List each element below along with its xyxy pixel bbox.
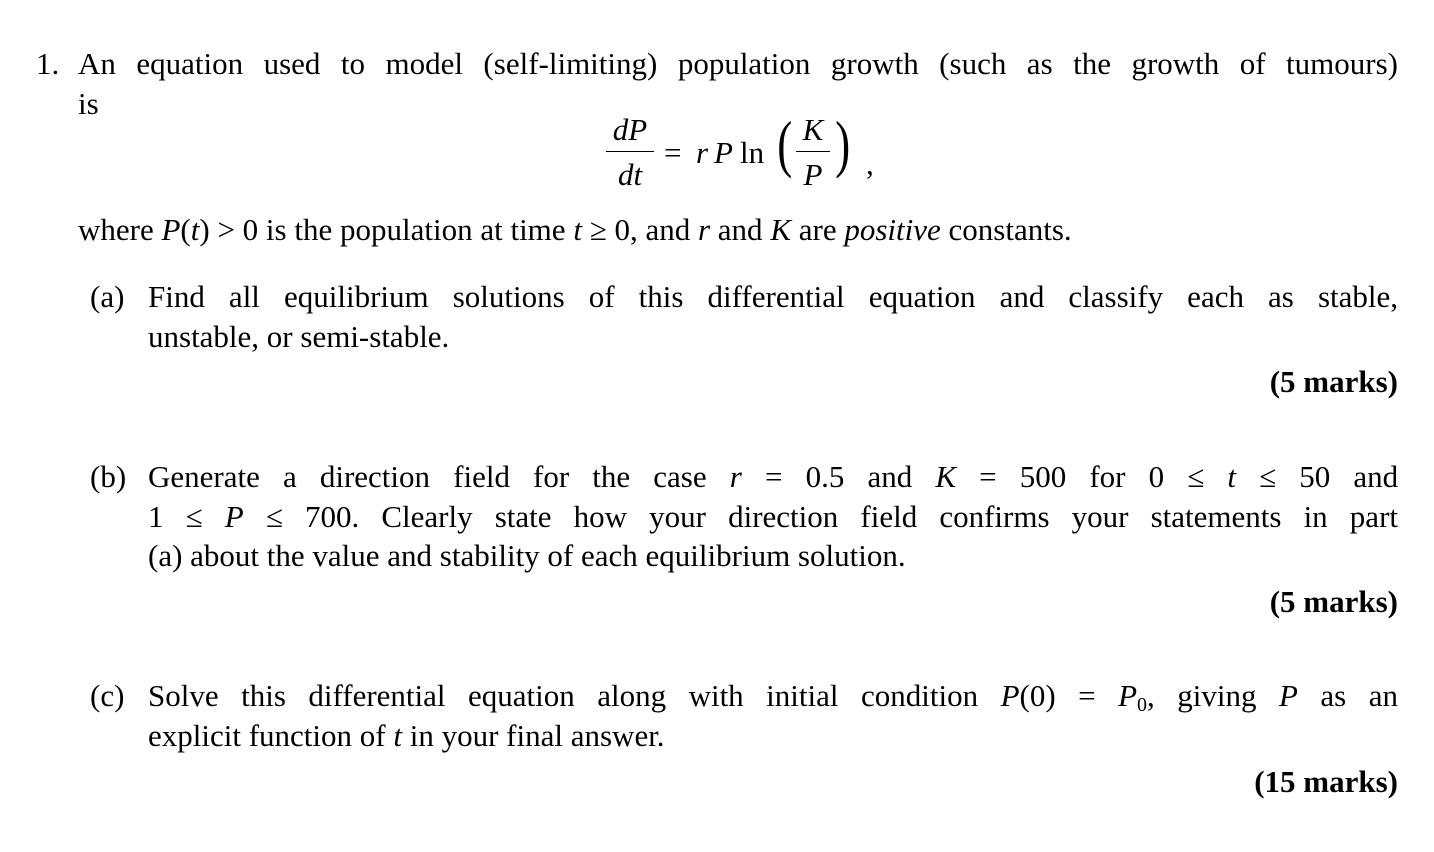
fraction-bar	[606, 151, 654, 152]
part-b-label: (b)	[90, 459, 127, 494]
ratio-bar	[796, 151, 830, 152]
part-a-line-2: unstable, or semi-stable.	[148, 319, 450, 354]
part-b-line-1: Generate a direction field for the case r = 0.5 and K = 500 for 0 ≤ t ≤ 50 and	[148, 459, 1399, 494]
ratio-fraction	[796, 114, 830, 190]
positive-emphasis: positive	[844, 212, 941, 247]
left-paren: (	[777, 108, 793, 179]
derivative-denominator: dt	[617, 157, 643, 192]
where-statement: where P(t) > 0 is the population at time t ≥ 0, and r and K are positive constants.	[78, 212, 1072, 247]
population-p: P	[714, 135, 733, 170]
right-paren: )	[835, 108, 851, 179]
ratio-numerator: K	[802, 112, 824, 147]
part-b-line-2: 1 ≤ P ≤ 700. Clearly state how your direction field confirms your statements in part	[148, 499, 1399, 534]
part-a-line-1: Find all equilibrium solutions of this differential equation and classify each as stable,	[148, 279, 1398, 314]
part-a-marks: (5 marks)	[1269, 364, 1398, 399]
part-c-marks: (15 marks)	[1254, 764, 1398, 799]
problem-intro-line-2: is	[78, 86, 99, 121]
derivative-numerator: dP	[612, 112, 648, 147]
derivative-fraction	[606, 114, 654, 190]
rate-r: r	[696, 135, 709, 170]
ratio-denominator: P	[803, 157, 823, 192]
differential-equation	[600, 108, 900, 198]
part-b-line-3: (a) about the value and stability of each equilibrium solution.	[148, 538, 906, 573]
problem-intro-line-1: An equation used to model (self-limiting) population growth (such as the growth of tumours)	[78, 46, 1398, 81]
ln-operator: ln	[740, 135, 765, 170]
part-c-label: (c)	[90, 678, 125, 713]
problem-number: 1.	[36, 46, 60, 81]
part-c-line-2: explicit function of t in your final answer.	[148, 718, 665, 753]
part-c-line-1: Solve this differential equation along with initial condition $P(0) = P_0$, giving P as an	[148, 678, 1398, 716]
part-a-label: (a)	[90, 279, 125, 314]
equation-comma: ,	[866, 146, 874, 181]
equals-sign: =	[664, 135, 682, 170]
part-b-marks: (5 marks)	[1269, 584, 1398, 619]
